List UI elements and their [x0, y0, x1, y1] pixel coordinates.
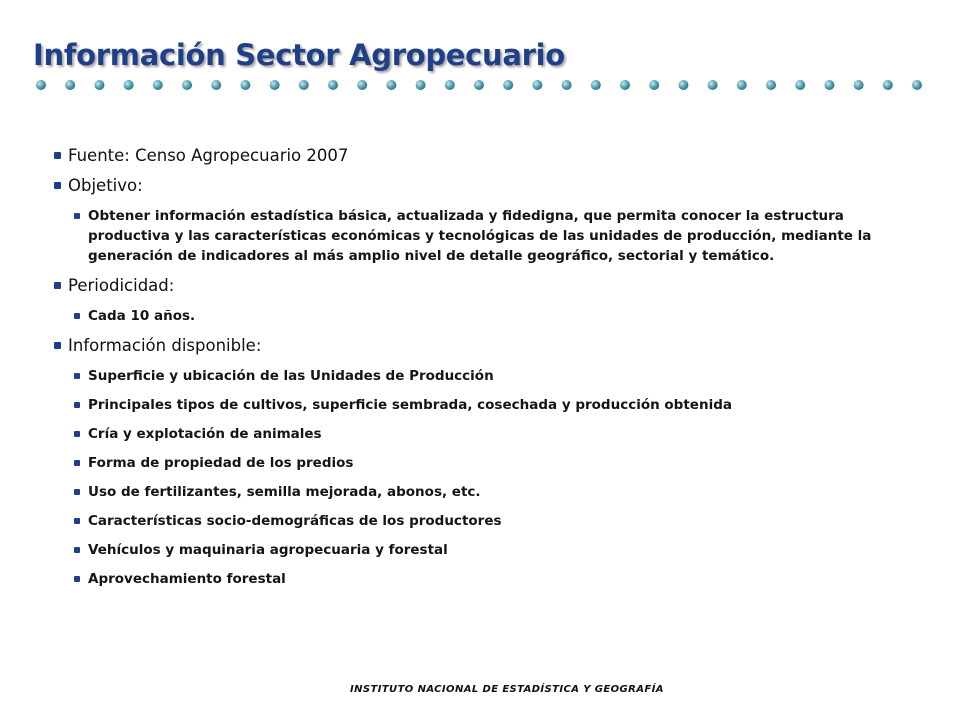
- square-bullet-icon: [74, 373, 80, 379]
- square-bullet-icon: [74, 489, 80, 495]
- divider-dot: [357, 80, 367, 90]
- sub-bullet-propiedad: [74, 453, 914, 473]
- divider-dot: [240, 80, 250, 90]
- square-bullet-icon: [54, 282, 61, 289]
- divider-dot: [94, 80, 104, 90]
- sub-bullet-cultivos: [74, 395, 914, 415]
- divider-dot: [328, 80, 338, 90]
- divider-dot: [532, 80, 542, 90]
- sub-bullet-text: Forma de propiedad de los predios: [88, 455, 354, 471]
- divider-dot: [562, 80, 572, 90]
- divider-dot: [503, 80, 513, 90]
- sub-bullet-text: Cría y explotación de animales: [88, 426, 322, 442]
- square-bullet-icon: [74, 518, 80, 524]
- footer-institution: INSTITUTO NACIONAL DE ESTADÍSTICA Y GEOGRAFÍA: [350, 684, 664, 695]
- divider-dot: [795, 80, 805, 90]
- divider-dot: [620, 80, 630, 90]
- sub-bullet-text: Principales tipos de cultivos, superficie sembrada, cosechada y producción obtenida: [88, 397, 732, 413]
- square-bullet-icon: [54, 152, 61, 159]
- sub-bullet-text: Características socio-demográficas de los productores: [88, 513, 502, 529]
- divider-dot: [854, 80, 864, 90]
- sub-bullet-vehiculos: [74, 540, 914, 560]
- bullet-content: [54, 146, 914, 598]
- divider-dot: [445, 80, 455, 90]
- divider-dot: [386, 80, 396, 90]
- bullet-informacion-text: Información disponible:: [68, 336, 262, 355]
- square-bullet-icon: [74, 576, 80, 582]
- square-bullet-icon: [54, 182, 61, 189]
- divider-dot: [299, 80, 309, 90]
- sub-bullet-text: Obtener información estadística básica, actualizada y fidedigna, que permita conocer la estructura productiva y las características económicas y tecnológicas de las unidades de producción, mediante la generación de indicadores al más amplio nivel de detalle geográfico, sectorial y temático.: [88, 208, 872, 264]
- divider-dot: [912, 80, 922, 90]
- dotted-divider: [34, 76, 932, 94]
- divider-dot: [124, 80, 134, 90]
- bullet-objetivo-text: Objetivo:: [68, 176, 143, 195]
- sub-bullet-text: Aprovechamiento forestal: [88, 571, 286, 587]
- sub-bullet-superficie: [74, 366, 914, 386]
- sub-bullet-text: Vehículos y maquinaria agropecuaria y forestal: [88, 542, 448, 558]
- sub-bullet-animales: [74, 424, 914, 444]
- divider-dot: [474, 80, 484, 90]
- square-bullet-icon: [74, 431, 80, 437]
- sub-bullet-text: Uso de fertilizantes, semilla mejorada, abonos, etc.: [88, 484, 481, 500]
- divider-dot: [678, 80, 688, 90]
- sub-bullet-fertilizantes: [74, 482, 914, 502]
- sub-bullet-text: Cada 10 años.: [88, 308, 196, 324]
- divider-dot: [708, 80, 718, 90]
- square-bullet-icon: [74, 460, 80, 466]
- sub-bullet-objetivo: [74, 206, 914, 266]
- divider-dot: [883, 80, 893, 90]
- divider-dot: [591, 80, 601, 90]
- sub-bullet-forestal: [74, 569, 914, 589]
- divider-dot: [270, 80, 280, 90]
- divider-dot: [36, 80, 46, 90]
- square-bullet-icon: [74, 547, 80, 553]
- sub-bullet-productores: [74, 511, 914, 531]
- bullet-periodicidad-text: Periodicidad:: [68, 276, 175, 295]
- divider-dot: [649, 80, 659, 90]
- divider-dot: [211, 80, 221, 90]
- sub-bullet-periodicidad: [74, 306, 914, 326]
- square-bullet-icon: [74, 313, 80, 319]
- bullet-fuente: [54, 146, 914, 166]
- square-bullet-icon: [74, 213, 80, 219]
- divider-dot: [824, 80, 834, 90]
- divider-dot: [65, 80, 75, 90]
- divider-dot: [153, 80, 163, 90]
- bullet-informacion-disponible: [54, 336, 914, 356]
- sub-bullet-text: Superficie y ubicación de las Unidades de Producción: [88, 368, 494, 384]
- slide-title: Información Sector Agropecuario: [33, 38, 565, 72]
- bullet-objetivo: [54, 176, 914, 196]
- divider-dot: [766, 80, 776, 90]
- divider-dot: [416, 80, 426, 90]
- divider-dot: [182, 80, 192, 90]
- bullet-periodicidad: [54, 276, 914, 296]
- bullet-fuente-text: Fuente: Censo Agropecuario 2007: [68, 146, 349, 165]
- square-bullet-icon: [74, 402, 80, 408]
- square-bullet-icon: [54, 342, 61, 349]
- divider-dot: [737, 80, 747, 90]
